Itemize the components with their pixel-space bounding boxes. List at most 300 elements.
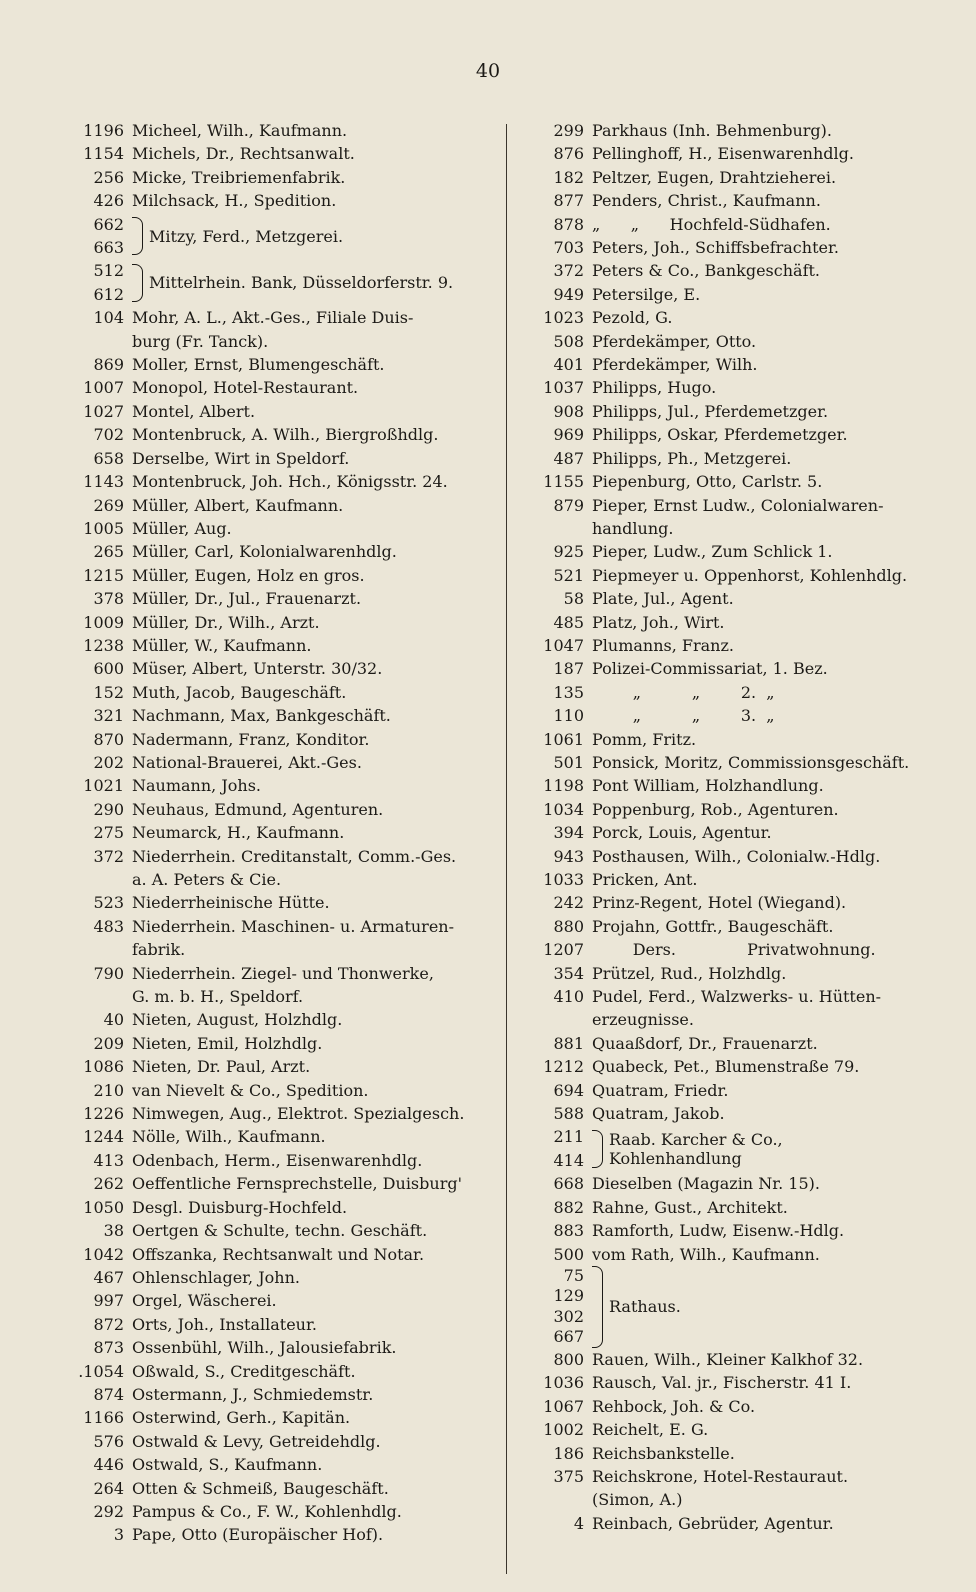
directory-entry bbox=[44, 634, 500, 657]
entry-continuation: a. A. Peters & Cie. bbox=[132, 870, 282, 889]
entry-text bbox=[132, 798, 500, 821]
entry-numbers bbox=[512, 1266, 592, 1348]
directory-entry bbox=[512, 259, 972, 282]
entry-text bbox=[592, 189, 972, 212]
entry-text bbox=[592, 751, 972, 774]
entry-number: 1061 bbox=[543, 729, 584, 749]
entry-text bbox=[132, 1266, 500, 1289]
entry-line: Ramforth, Ludw, Eisenw.-Hdlg. bbox=[592, 1221, 845, 1241]
entry-line: Plumanns, Franz. bbox=[592, 635, 734, 655]
entry-text bbox=[132, 1336, 500, 1359]
entry-line: Niederrheinische Hütte. bbox=[132, 893, 330, 913]
entry-line: Müller, Dr., Wilh., Arzt. bbox=[132, 612, 320, 632]
entry-line: Niederrhein. Creditanstalt, Comm.-Ges. bbox=[132, 846, 457, 866]
directory-entry bbox=[44, 376, 500, 399]
entry-line: Rathaus. bbox=[609, 1297, 681, 1317]
entry-number: 790 bbox=[93, 963, 124, 983]
entry-text bbox=[132, 657, 500, 680]
entry-number: 1034 bbox=[543, 799, 584, 819]
directory-entry bbox=[512, 1348, 972, 1371]
directory-entry bbox=[512, 1219, 972, 1242]
directory-entry bbox=[44, 915, 500, 962]
entry-number: 1226 bbox=[83, 1104, 124, 1124]
entry-text bbox=[592, 1219, 972, 1242]
entry-number: 182 bbox=[553, 167, 584, 187]
directory-entry bbox=[512, 494, 972, 541]
entry-line: Quatram, Jakob. bbox=[592, 1104, 725, 1124]
page-number: 40 bbox=[475, 60, 501, 82]
entry-line: Muth, Jacob, Baugeschäft. bbox=[132, 682, 347, 702]
entry-line: Micke, Treibriemenfabrik. bbox=[132, 167, 346, 187]
entry-number: 75 bbox=[563, 1265, 584, 1285]
directory-entry bbox=[44, 774, 500, 797]
entry-text bbox=[592, 213, 972, 236]
entry-number: 483 bbox=[93, 916, 124, 936]
entry-number: 1047 bbox=[543, 635, 584, 655]
entry-line: Pferdekämper, Wilh. bbox=[592, 355, 758, 375]
directory-entry bbox=[512, 470, 972, 493]
directory-entry bbox=[44, 1453, 500, 1476]
directory-entry bbox=[512, 798, 972, 821]
entry-line: Pieper, Ludw., Zum Schlick 1. bbox=[592, 542, 833, 562]
entry-line: Pellinghoff, H., Eisenwarenhdlg. bbox=[592, 144, 854, 164]
entry-line: Pudel, Ferd., Walzwerks- u. Hütten- bbox=[592, 987, 882, 1007]
directory-entry bbox=[512, 657, 972, 680]
entry-text bbox=[132, 494, 500, 517]
entry-text bbox=[592, 704, 972, 727]
entry-text bbox=[592, 611, 972, 634]
directory-entry bbox=[512, 1172, 972, 1195]
entry-numbers bbox=[44, 259, 132, 306]
entry-line: Milchsack, H., Spedition. bbox=[132, 191, 337, 211]
entry-text bbox=[592, 1102, 972, 1125]
directory-entry bbox=[44, 1196, 500, 1219]
entry-line: Philipps, Ph., Metzgerei. bbox=[592, 448, 792, 468]
entry-number: 38 bbox=[103, 1221, 124, 1241]
entry-text bbox=[592, 447, 972, 470]
directory-entry bbox=[44, 189, 500, 212]
entry-number: 668 bbox=[553, 1174, 584, 1194]
entry-text bbox=[132, 1055, 500, 1078]
entry-text bbox=[592, 868, 972, 891]
entry-numbers bbox=[44, 213, 132, 260]
entry-line: Porck, Louis, Agentur. bbox=[592, 823, 772, 843]
entry-number: 426 bbox=[93, 191, 124, 211]
entry-text bbox=[132, 728, 500, 751]
directory-entry bbox=[44, 1266, 500, 1289]
entry-number: 874 bbox=[93, 1384, 124, 1404]
directory-entry bbox=[512, 1102, 972, 1125]
entry-text bbox=[132, 1477, 500, 1500]
entry-text bbox=[609, 1297, 681, 1316]
directory-entry bbox=[44, 845, 500, 892]
entry-text bbox=[132, 1172, 500, 1195]
directory-entry bbox=[44, 1102, 500, 1125]
entry-number: 3 bbox=[113, 1525, 124, 1545]
entry-number: 299 bbox=[553, 121, 584, 140]
entry-line: Michels, Dr., Rechtsanwalt. bbox=[132, 144, 355, 164]
directory-entry bbox=[512, 1371, 972, 1394]
directory-entry bbox=[512, 376, 972, 399]
entry-line: Niederrhein. Maschinen- u. Armaturen- bbox=[132, 916, 454, 936]
directory-entry bbox=[44, 353, 500, 376]
entry-line: Mittelrhein. Bank, Düsseldorferstr. 9. bbox=[149, 273, 454, 293]
entry-line: Nimwegen, Aug., Elektrot. Spezialgesch. bbox=[132, 1104, 465, 1124]
entry-line: Reichelt, E. G. bbox=[592, 1420, 709, 1440]
directory-entry-group bbox=[44, 213, 500, 260]
entry-number: 1166 bbox=[83, 1408, 124, 1428]
entry-text bbox=[592, 985, 972, 1032]
entry-number: 186 bbox=[553, 1443, 584, 1463]
entry-line: Orgel, Wäscherei. bbox=[132, 1291, 277, 1311]
entry-line: Rehbock, Joh. & Co. bbox=[592, 1396, 756, 1416]
entry-text bbox=[132, 189, 500, 212]
entry-number: 104 bbox=[93, 308, 124, 328]
entry-number: 997 bbox=[93, 1291, 124, 1311]
directory-entry bbox=[44, 1383, 500, 1406]
entry-line: Offszanka, Rechtsanwalt und Notar. bbox=[132, 1244, 425, 1264]
directory-entry-group bbox=[44, 259, 500, 306]
entry-number: 1027 bbox=[83, 401, 124, 421]
entry-number: 667 bbox=[553, 1327, 584, 1347]
entry-number: 4 bbox=[573, 1513, 584, 1533]
entry-line: vom Rath, Wilh., Kaufmann. bbox=[592, 1244, 820, 1264]
entry-number: 600 bbox=[93, 659, 124, 679]
entry-line: Poppenburg, Rob., Agenturen. bbox=[592, 799, 839, 819]
entry-line: Derselbe, Wirt in Speldorf. bbox=[132, 448, 350, 468]
entry-number: 375 bbox=[553, 1466, 584, 1486]
entry-number: 58 bbox=[563, 589, 584, 609]
entry-text bbox=[592, 353, 972, 376]
entry-line: Petersilge, E. bbox=[592, 284, 701, 304]
entry-number: 302 bbox=[553, 1306, 584, 1326]
entry-line: Müller, W., Kaufmann. bbox=[132, 635, 312, 655]
entry-text bbox=[592, 587, 972, 610]
entry-text bbox=[592, 915, 972, 938]
entry-text bbox=[592, 400, 972, 423]
entry-number: 211 bbox=[553, 1127, 584, 1147]
entry-text bbox=[132, 821, 500, 844]
directory-entry bbox=[512, 891, 972, 914]
entry-text bbox=[592, 1442, 972, 1465]
entry-line: Dieselben (Magazin Nr. 15). bbox=[592, 1174, 820, 1194]
directory-entry bbox=[44, 821, 500, 844]
entry-line: Pezold, G. bbox=[592, 308, 673, 328]
entry-number: 702 bbox=[93, 425, 124, 445]
directory-entry bbox=[44, 306, 500, 353]
entry-line: Ostwald & Levy, Getreidehdlg. bbox=[132, 1431, 381, 1451]
directory-entry bbox=[44, 540, 500, 563]
directory-entry bbox=[512, 634, 972, 657]
entry-text bbox=[132, 962, 500, 1009]
entry-text bbox=[132, 1219, 500, 1242]
entry-line: Philipps, Oskar, Pferdemetzger. bbox=[592, 425, 848, 445]
directory-entry bbox=[512, 1512, 972, 1535]
entry-number: 883 bbox=[553, 1221, 584, 1241]
directory-entry bbox=[44, 681, 500, 704]
directory-entry bbox=[512, 681, 972, 704]
entry-number: 880 bbox=[553, 916, 584, 936]
directory-entry bbox=[44, 1523, 500, 1546]
entry-number: 908 bbox=[553, 401, 584, 421]
entry-number: 1086 bbox=[83, 1057, 124, 1077]
entry-text bbox=[592, 119, 972, 142]
entry-text bbox=[132, 540, 500, 563]
entry-line: Müller, Dr., Jul., Frauenarzt. bbox=[132, 589, 362, 609]
entry-text bbox=[592, 564, 972, 587]
entry-number: 485 bbox=[553, 612, 584, 632]
entry-number: 129 bbox=[553, 1286, 584, 1306]
directory-entry bbox=[512, 1442, 972, 1465]
directory-entry bbox=[512, 1465, 972, 1512]
brace-icon bbox=[132, 217, 143, 255]
right-column bbox=[512, 119, 972, 1535]
entry-line: Philipps, Hugo. bbox=[592, 378, 717, 398]
entry-number: 187 bbox=[553, 659, 584, 679]
directory-entry bbox=[512, 1395, 972, 1418]
entry-text bbox=[592, 540, 972, 563]
entry-line: Müller, Albert, Kaufmann. bbox=[132, 495, 344, 515]
entry-number: 1155 bbox=[543, 472, 584, 492]
entry-line: Mohr, A. L., Akt.-Ges., Filiale Duis- bbox=[132, 308, 414, 328]
entry-text bbox=[592, 962, 972, 985]
directory-entry bbox=[512, 400, 972, 423]
directory-entry bbox=[512, 774, 972, 797]
directory-entry bbox=[512, 821, 972, 844]
entry-line: Nachmann, Max, Bankgeschäft. bbox=[132, 706, 391, 726]
entry-line: Pampus & Co., F. W., Kohlenhdlg. bbox=[132, 1501, 402, 1521]
entry-number: 372 bbox=[553, 261, 584, 281]
entry-number: 588 bbox=[553, 1104, 584, 1124]
directory-entry bbox=[44, 447, 500, 470]
directory-entry bbox=[44, 704, 500, 727]
entry-number: 800 bbox=[553, 1349, 584, 1369]
directory-entry bbox=[44, 1008, 500, 1031]
entry-number: 1196 bbox=[83, 121, 124, 140]
entry-text bbox=[592, 845, 972, 868]
entry-line: Rauen, Wilh., Kleiner Kalkhof 32. bbox=[592, 1349, 864, 1369]
entry-text bbox=[132, 1102, 500, 1125]
directory-entry bbox=[512, 704, 972, 727]
entry-number: 414 bbox=[553, 1150, 584, 1170]
entry-line: Peltzer, Eugen, Drahtzieherei. bbox=[592, 167, 837, 187]
entry-number: 1033 bbox=[543, 870, 584, 889]
entry-number: 290 bbox=[93, 799, 124, 819]
entry-number: .1054 bbox=[78, 1361, 124, 1381]
directory-entry bbox=[512, 189, 972, 212]
entry-line: Ossenbühl, Wilh., Jalousiefabrik. bbox=[132, 1338, 397, 1358]
entry-number: 576 bbox=[93, 1431, 124, 1451]
entry-line: Montel, Albert. bbox=[132, 401, 256, 421]
entry-number: 876 bbox=[553, 144, 584, 164]
entry-text bbox=[132, 142, 500, 165]
directory-entry bbox=[44, 1289, 500, 1312]
directory-entry bbox=[44, 1125, 500, 1148]
directory-entry bbox=[44, 400, 500, 423]
directory-entry bbox=[44, 1032, 500, 1055]
entry-text bbox=[132, 611, 500, 634]
entry-number: 1215 bbox=[83, 565, 124, 585]
entry-line: Nölle, Wilh., Kaufmann. bbox=[132, 1127, 326, 1147]
entry-number: 256 bbox=[93, 167, 124, 187]
entry-line: Müller, Aug. bbox=[132, 518, 232, 538]
entry-continuation: erzeugnisse. bbox=[592, 1010, 694, 1030]
entry-text bbox=[132, 891, 500, 914]
entry-number: 500 bbox=[553, 1244, 584, 1264]
directory-entry bbox=[44, 517, 500, 540]
entry-number: 1007 bbox=[83, 378, 124, 398]
entry-line: Oeffentliche Fernsprechstelle, Duisburg' bbox=[132, 1174, 462, 1194]
entry-number: 1154 bbox=[83, 144, 124, 164]
directory-entry bbox=[44, 798, 500, 821]
entry-line: Nadermann, Franz, Konditor. bbox=[132, 729, 370, 749]
directory-entry bbox=[512, 447, 972, 470]
directory-entry bbox=[512, 306, 972, 329]
entry-line: Pferdekämper, Otto. bbox=[592, 331, 757, 351]
directory-entry bbox=[512, 587, 972, 610]
entry-number: 394 bbox=[553, 823, 584, 843]
directory-entry bbox=[44, 1313, 500, 1336]
entry-text bbox=[592, 236, 972, 259]
entry-text bbox=[132, 564, 500, 587]
entry-text bbox=[132, 1406, 500, 1429]
entry-text bbox=[132, 1196, 500, 1219]
left-column bbox=[44, 119, 500, 1547]
directory-entry bbox=[512, 119, 972, 142]
directory-entry bbox=[44, 728, 500, 751]
entry-line: National-Brauerei, Akt.-Ges. bbox=[132, 752, 362, 772]
entry-line: Mitzy, Ferd., Metzgerei. bbox=[149, 226, 344, 246]
directory-entry bbox=[512, 751, 972, 774]
entry-text bbox=[132, 447, 500, 470]
entry-number: 1212 bbox=[543, 1057, 584, 1077]
directory-entry bbox=[44, 166, 500, 189]
directory-entry bbox=[512, 330, 972, 353]
entry-line: Ders. Privatwohnung. bbox=[592, 940, 876, 960]
entry-line: Ohlenschlager, John. bbox=[132, 1267, 300, 1287]
entry-number: 943 bbox=[553, 846, 584, 866]
entry-line: van Nievelt & Co., Spedition. bbox=[132, 1080, 369, 1100]
entry-number: 662 bbox=[93, 214, 124, 234]
entry-line: Pricken, Ant. bbox=[592, 870, 698, 889]
entry-number: 413 bbox=[93, 1150, 124, 1170]
entry-text bbox=[592, 1172, 972, 1195]
entry-number: 262 bbox=[93, 1174, 124, 1194]
entry-line: Pont William, Holzhandlung. bbox=[592, 776, 824, 796]
entry-number: 1042 bbox=[83, 1244, 124, 1264]
directory-entry bbox=[512, 1055, 972, 1078]
entry-line: Montenbruck, Joh. Hch., Königsstr. 24. bbox=[132, 472, 448, 492]
entry-line: Ponsick, Moritz, Commissionsgeschäft. bbox=[592, 752, 910, 772]
entry-number: 663 bbox=[93, 238, 124, 258]
entry-line: Müser, Albert, Unterstr. 30/32. bbox=[132, 659, 383, 679]
directory-entry bbox=[44, 1406, 500, 1429]
entry-line: Kohlenhandlung bbox=[609, 1148, 742, 1168]
entry-text bbox=[132, 1032, 500, 1055]
entry-text bbox=[592, 166, 972, 189]
column-divider bbox=[506, 124, 507, 1574]
entry-number: 523 bbox=[93, 893, 124, 913]
entry-number: 446 bbox=[93, 1455, 124, 1475]
directory-entry-group bbox=[512, 1266, 972, 1348]
directory-entry bbox=[44, 423, 500, 446]
entry-text bbox=[592, 470, 972, 493]
entry-number: 1009 bbox=[83, 612, 124, 632]
entry-text bbox=[609, 1130, 783, 1168]
entry-continuation: burg (Fr. Tanck). bbox=[132, 331, 269, 351]
entry-text bbox=[592, 330, 972, 353]
entry-line: Desgl. Duisburg-Hochfeld. bbox=[132, 1197, 348, 1217]
entry-text bbox=[132, 376, 500, 399]
directory-entry-group bbox=[512, 1125, 972, 1172]
directory-entry bbox=[44, 1336, 500, 1359]
entry-text bbox=[132, 166, 500, 189]
entry-text bbox=[592, 798, 972, 821]
directory-entry bbox=[44, 1149, 500, 1172]
entry-text bbox=[592, 1055, 972, 1078]
directory-entry bbox=[44, 657, 500, 680]
directory-entry bbox=[512, 564, 972, 587]
entry-text bbox=[592, 634, 972, 657]
entry-text bbox=[592, 1418, 972, 1441]
entry-numbers bbox=[512, 1125, 592, 1172]
directory-entry bbox=[512, 283, 972, 306]
directory-entry bbox=[44, 891, 500, 914]
entry-line: Philipps, Jul., Pferdemetzger. bbox=[592, 401, 829, 421]
directory-entry bbox=[512, 423, 972, 446]
entry-line: Raab. Karcher & Co., bbox=[609, 1129, 783, 1149]
entry-number: 882 bbox=[553, 1197, 584, 1217]
entry-number: 1238 bbox=[83, 635, 124, 655]
directory-entry bbox=[512, 353, 972, 376]
entry-text bbox=[132, 1243, 500, 1266]
entry-line: „ „ 3. „ bbox=[592, 706, 775, 726]
entry-text bbox=[592, 306, 972, 329]
entry-text bbox=[132, 1008, 500, 1031]
entry-text bbox=[132, 1500, 500, 1523]
entry-text bbox=[592, 1196, 972, 1219]
entry-text bbox=[132, 915, 500, 962]
directory-entry bbox=[512, 962, 972, 985]
entry-line: Platz, Joh., Wirt. bbox=[592, 612, 725, 632]
entry-number: 612 bbox=[93, 284, 124, 304]
entry-continuation: G. m. b. H., Speldorf. bbox=[132, 987, 304, 1007]
entry-line: Micheel, Wilh., Kaufmann. bbox=[132, 121, 348, 140]
entry-text bbox=[592, 1371, 972, 1394]
directory-entry bbox=[512, 213, 972, 236]
entry-number: 1244 bbox=[83, 1127, 124, 1147]
entry-line: Piepenburg, Otto, Carlstr. 5. bbox=[592, 472, 823, 492]
entry-text bbox=[149, 227, 343, 246]
entry-text bbox=[592, 938, 972, 961]
entry-line: Moller, Ernst, Blumengeschäft. bbox=[132, 355, 385, 375]
entry-number: 1037 bbox=[543, 378, 584, 398]
entry-text bbox=[132, 306, 500, 353]
entry-number: 873 bbox=[93, 1338, 124, 1358]
entry-number: 275 bbox=[93, 823, 124, 843]
entry-number: 869 bbox=[93, 355, 124, 375]
directory-entry bbox=[512, 166, 972, 189]
directory-entry bbox=[44, 119, 500, 142]
entry-line: Prützel, Rud., Holzhdlg. bbox=[592, 963, 787, 983]
entry-number: 1143 bbox=[83, 472, 124, 492]
entry-line: Posthausen, Wilh., Colonialw.-Hdlg. bbox=[592, 846, 881, 866]
directory-entry bbox=[44, 1243, 500, 1266]
entry-text bbox=[592, 774, 972, 797]
directory-entry bbox=[44, 1219, 500, 1242]
directory-entry bbox=[512, 985, 972, 1032]
entry-text bbox=[592, 1512, 972, 1535]
